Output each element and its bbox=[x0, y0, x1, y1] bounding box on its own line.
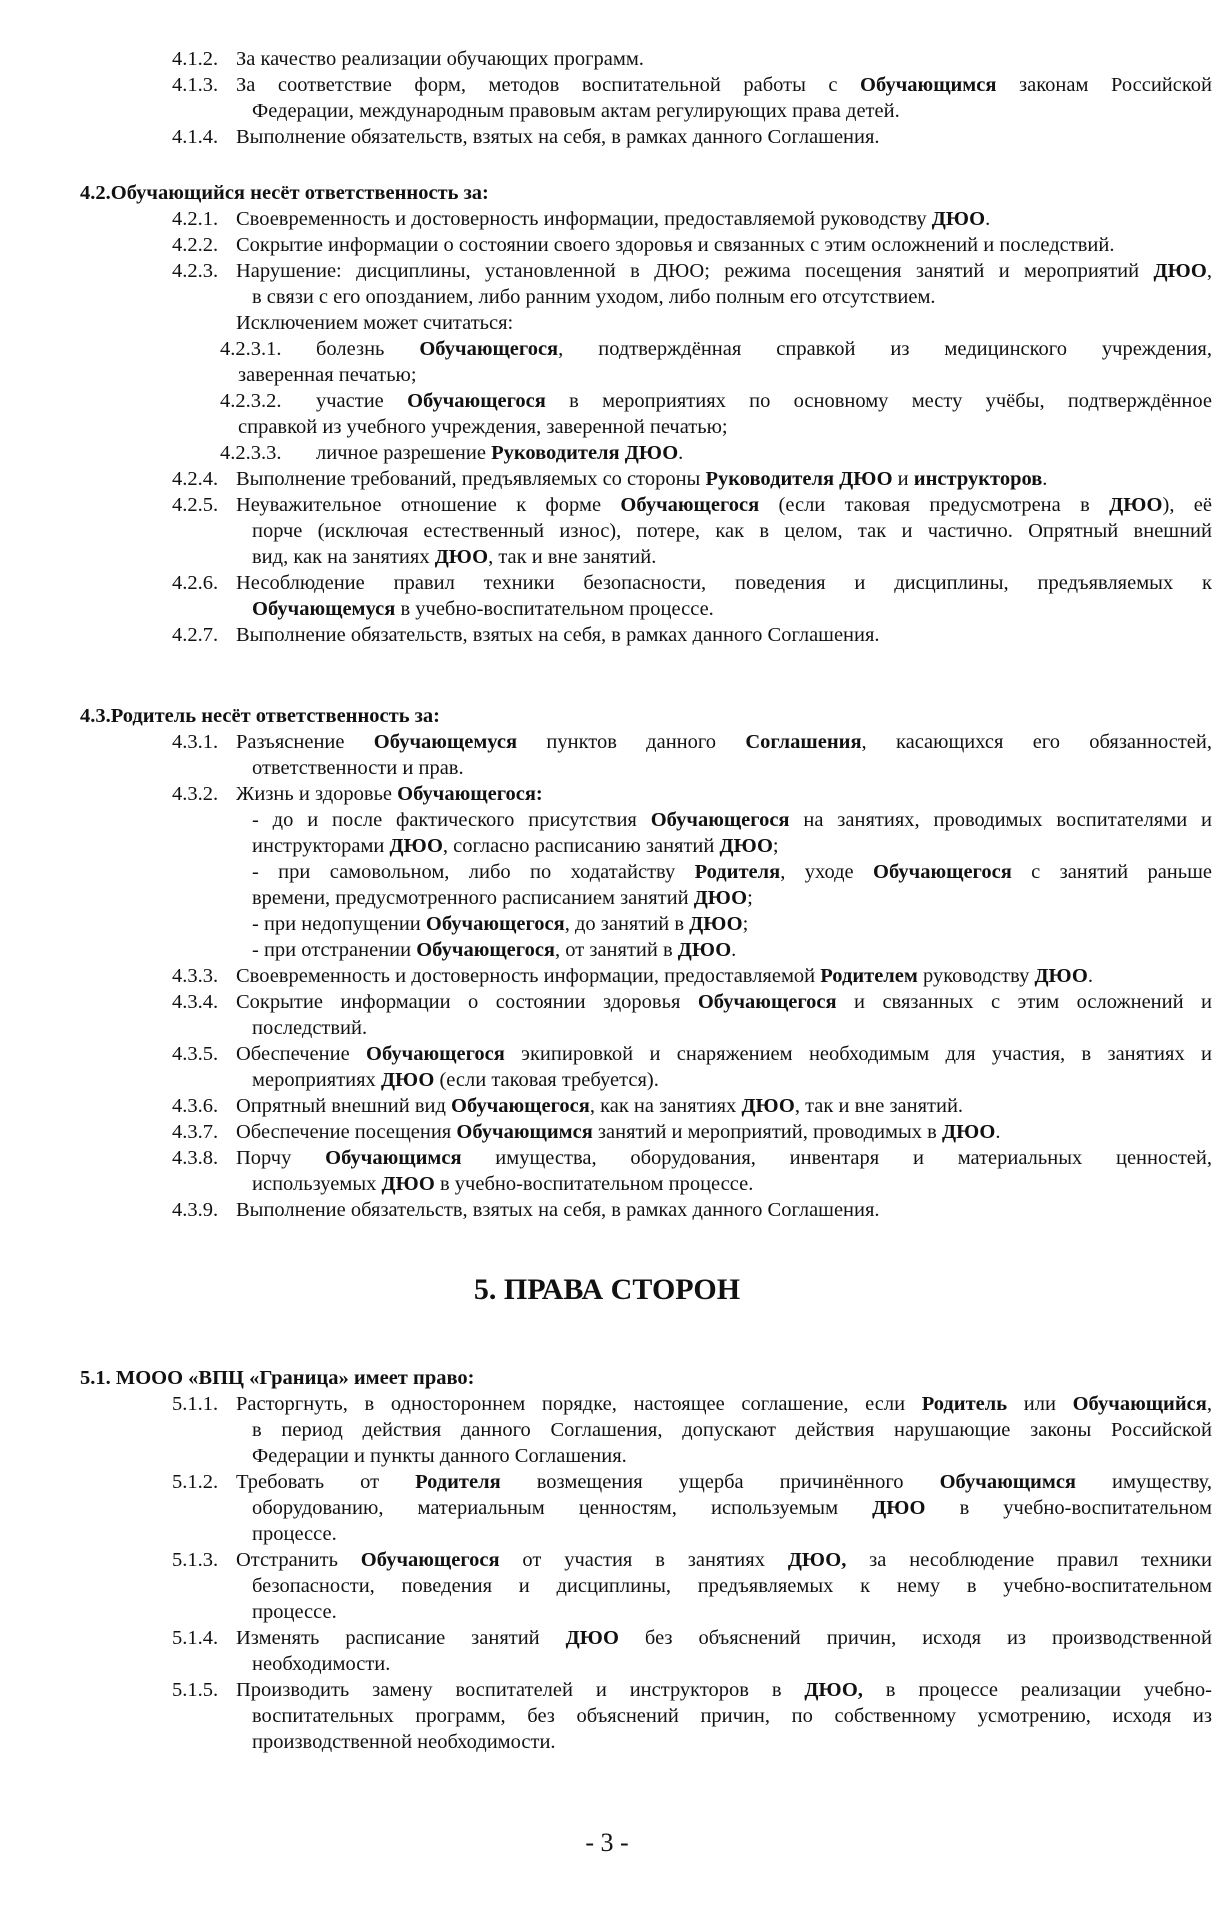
item-text: Нарушение: дисциплины, установленной в ДЮО; режима посещения занятий и мероприятий ДЮО, bbox=[236, 260, 1212, 282]
item-text: необходимости. bbox=[252, 1653, 391, 1675]
dash-line: инструкторами ДЮО, согласно расписанию занятий ДЮО; bbox=[252, 835, 779, 857]
item-text: в период действия данного Соглашения, допускают действия нарушающие законы Российской bbox=[252, 1419, 1212, 1441]
item-text: Выполнение обязательств, взятых на себя, в рамках данного Соглашения. bbox=[236, 624, 880, 646]
item-text: Обеспечение Обучающегося экипировкой и снаряжением необходимым для участия, в занятиях и bbox=[236, 1043, 1212, 1065]
item-text: вид, как на занятиях ДЮО, так и вне занятий. bbox=[252, 546, 657, 568]
item-number: 4.2.6. bbox=[172, 572, 219, 594]
item-text: Жизнь и здоровье Обучающегося: bbox=[236, 783, 543, 805]
item-number: 4.2.3.2. bbox=[220, 390, 282, 412]
item-text: воспитательных программ, без объяснений причин, по собственному усмотрению, исходя из bbox=[252, 1705, 1212, 1727]
section-5-title: 5. ПРАВА СТОРОН bbox=[473, 1273, 741, 1306]
item-number: 4.2.4. bbox=[172, 468, 219, 490]
item-number: 4.3.7. bbox=[172, 1121, 219, 1143]
dash-line: - при недопущении Обучающегося, до занятий в ДЮО; bbox=[252, 913, 749, 935]
item-number: 4.2.5. bbox=[172, 494, 219, 516]
item-number: 4.1.3. bbox=[172, 74, 219, 96]
item-text: используемых ДЮО в учебно-воспитательном процессе. bbox=[252, 1173, 754, 1195]
item-text: процессе. bbox=[252, 1523, 337, 1545]
item-text: заверенная печатью; bbox=[238, 364, 417, 386]
item-number: 5.1.2. bbox=[172, 1471, 219, 1493]
item-number: 5.1.3. bbox=[172, 1549, 219, 1571]
item-text: Порчу Обучающимся имущества, оборудования, инвентаря и материальных ценностей, bbox=[236, 1147, 1212, 1169]
item-text: Обеспечение посещения Обучающимся занятий и мероприятий, проводимых в ДЮО. bbox=[236, 1121, 1001, 1143]
item-text: Опрятный внешний вид Обучающегося, как на занятиях ДЮО, так и вне занятий. bbox=[236, 1095, 964, 1117]
item-text: Выполнение обязательств, взятых на себя, в рамках данного Соглашения. bbox=[236, 1199, 880, 1221]
item-text: Федерации и пункты данного Соглашения. bbox=[252, 1445, 627, 1467]
item-text: Выполнение требований, предъявляемых со стороны Руководителя ДЮО и инструкторов. bbox=[236, 468, 1048, 490]
dash-line: - при самовольном, либо по ходатайству Родителя, уходе Обучающегося с занятий раньше bbox=[252, 861, 1212, 883]
item-text: Изменять расписание занятий ДЮО без объяснений причин, исходя из производственной bbox=[236, 1627, 1212, 1649]
item-number: 4.3.2. bbox=[172, 783, 219, 805]
item-number: 4.2.1. bbox=[172, 208, 219, 230]
item-text: За соответствие форм, методов воспитательной работы с Обучающимся законам Российской bbox=[236, 74, 1212, 96]
item-number: 4.2.3.3. bbox=[220, 442, 282, 464]
item-number: 4.2.3. bbox=[172, 260, 219, 282]
item-number: 4.3.3. bbox=[172, 965, 219, 987]
dash-line: - до и после фактического присутствия Обучающегося на занятиях, проводимых воспитателями и bbox=[252, 809, 1212, 831]
item-text: безопасности, поведения и дисциплины, предъявляемых к нему в учебно-воспитательном bbox=[252, 1575, 1212, 1597]
item-text: Исключением может считаться: bbox=[236, 312, 514, 334]
item-text: личное разрешение Руководителя ДЮО. bbox=[316, 442, 684, 464]
item-text: Выполнение обязательств, взятых на себя, в рамках данного Соглашения. bbox=[236, 126, 880, 148]
item-number: 4.2.3.1. bbox=[220, 338, 282, 360]
item-text: Сокрытие информации о состоянии своего здоровья и связанных с этим осложнений и последствий. bbox=[236, 234, 1115, 256]
item-text: мероприятиях ДЮО (если таковая требуется). bbox=[252, 1069, 659, 1091]
item-number: 4.3.4. bbox=[172, 991, 219, 1013]
item-text: Неуважительное отношение к форме Обучающегося (если таковая предусмотрена в ДЮО), её bbox=[236, 494, 1212, 516]
item-text: Разъяснение Обучающемуся пунктов данного Соглашения, касающихся его обязанностей, bbox=[236, 731, 1212, 753]
item-text: Производить замену воспитателей и инструкторов в ДЮО, в процессе реализации учебно- bbox=[236, 1679, 1212, 1701]
item-number: 5.1.1. bbox=[172, 1393, 219, 1415]
item-number: 4.3.1. bbox=[172, 731, 219, 753]
item-text: порче (исключая естественный износ), потере, как в целом, так и частично. Опрятный внешний bbox=[252, 520, 1212, 542]
item-number: 4.3.8. bbox=[172, 1147, 219, 1169]
item-text: оборудованию, материальным ценностям, используемым ДЮО в учебно-воспитательном bbox=[252, 1497, 1212, 1519]
item-number: 4.3.5. bbox=[172, 1043, 219, 1065]
item-number: 4.1.2. bbox=[172, 48, 219, 70]
item-number: 4.2.2. bbox=[172, 234, 219, 256]
dash-line: - при отстранении Обучающегося, от занятий в ДЮО. bbox=[252, 939, 737, 961]
item-text: Требовать от Родителя возмещения ущерба причинённого Обучающимся имуществу, bbox=[236, 1471, 1212, 1493]
item-text: Отстранить Обучающегося от участия в занятиях ДЮО, за несоблюдение правил техники bbox=[236, 1549, 1212, 1571]
item-text: в связи с его опозданием, либо ранним уходом, либо полным его отсутствием. bbox=[252, 286, 936, 308]
item-text: справкой из учебного учреждения, заверенной печатью; bbox=[238, 416, 728, 438]
item-text: Федерации, международным правовым актам регулирующих права детей. bbox=[252, 100, 900, 122]
item-text: Расторгнуть, в одностороннем порядке, настоящее соглашение, если Родитель или Обучающийся, bbox=[236, 1393, 1212, 1415]
dash-line: времени, предусмотренного расписанием занятий ДЮО; bbox=[252, 887, 753, 909]
item-text: ответственности и прав. bbox=[252, 757, 464, 779]
item-number: 5.1.5. bbox=[172, 1679, 219, 1701]
item-number: 4.1.4. bbox=[172, 126, 219, 148]
item-text: Сокрытие информации о состоянии здоровья Обучающегося и связанных с этим осложнений и bbox=[236, 991, 1212, 1013]
item-number: 4.3.6. bbox=[172, 1095, 219, 1117]
item-text: производственной необходимости. bbox=[252, 1731, 556, 1753]
section-4-3-title: 4.3.Родитель несёт ответственность за: bbox=[80, 705, 440, 727]
section-4-2-title: 4.2.Обучающийся несёт ответственность за: bbox=[80, 182, 489, 204]
section-5-1-title: 5.1. МООО «ВПЦ «Граница» имеет право: bbox=[80, 1367, 475, 1389]
item-text: Несоблюдение правил техники безопасности, поведения и дисциплины, предъявляемых к bbox=[236, 572, 1212, 594]
item-text: Своевременность и достоверность информации, предоставляемой Родителем руководству ДЮО. bbox=[236, 965, 1093, 987]
item-text: участие Обучающегося в мероприятиях по основному месту учёбы, подтверждённое bbox=[316, 390, 1212, 412]
item-number: 5.1.4. bbox=[172, 1627, 219, 1649]
item-number: 4.3.9. bbox=[172, 1199, 219, 1221]
item-text: последствий. bbox=[252, 1017, 368, 1039]
item-text: Своевременность и достоверность информации, предоставляемой руководству ДЮО. bbox=[236, 208, 991, 230]
item-text: процессе. bbox=[252, 1601, 337, 1623]
page-number: - 3 - bbox=[585, 1828, 629, 1857]
item-number: 4.2.7. bbox=[172, 624, 219, 646]
item-text: Обучающемуся в учебно-воспитательном процессе. bbox=[252, 598, 714, 620]
item-text: За качество реализации обучающих программ. bbox=[236, 48, 644, 70]
item-text: болезнь Обучающегося, подтверждённая справкой из медицинского учреждения, bbox=[316, 338, 1212, 360]
